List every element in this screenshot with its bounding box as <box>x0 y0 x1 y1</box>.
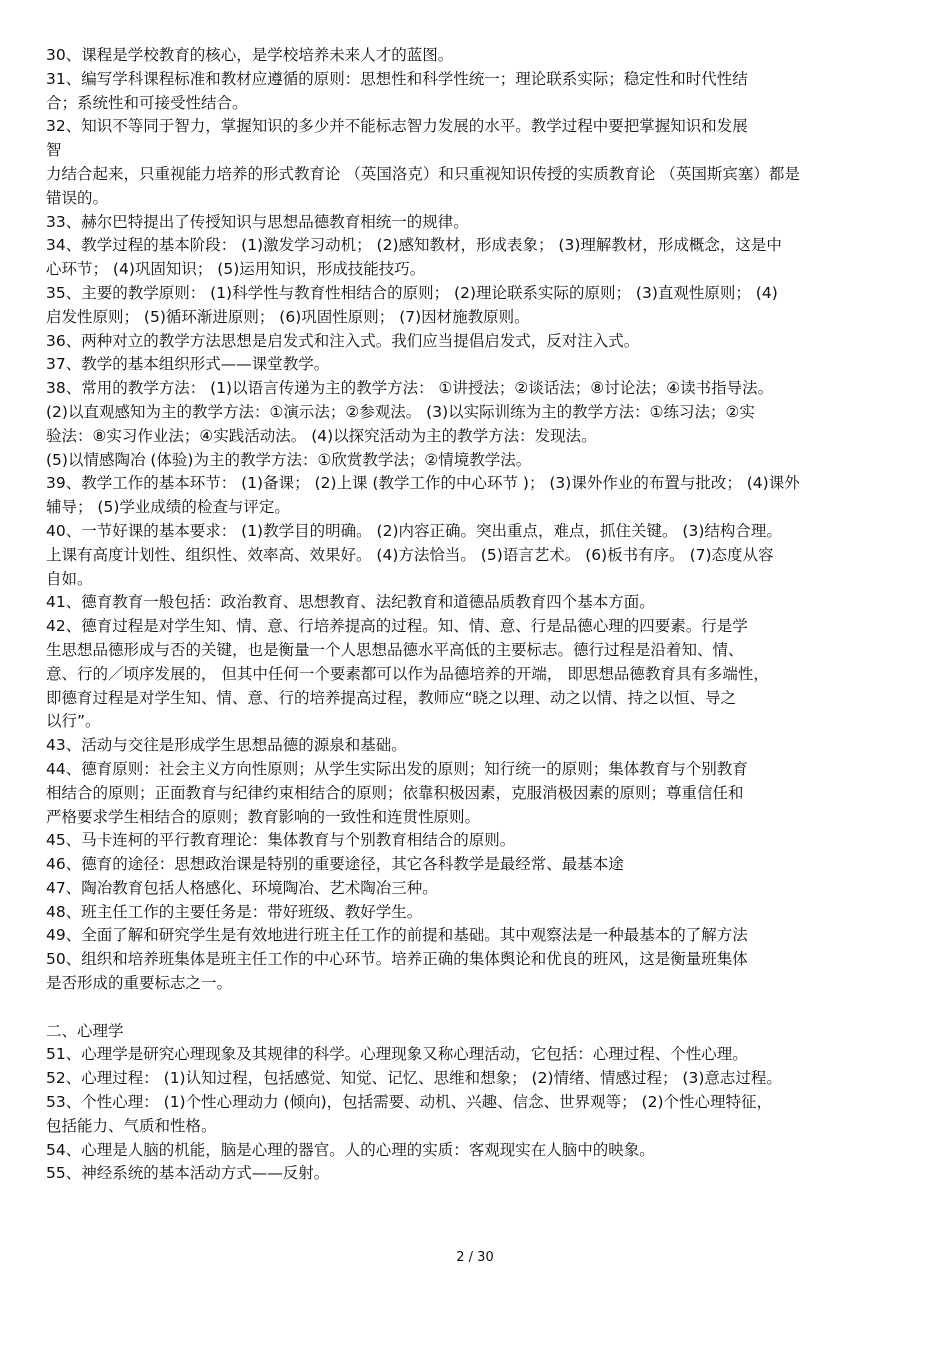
text-line: 上课有高度计划性、组织性、效率高、效果好。 (4)方法恰当。 (5)语言艺术。 (6)板书有序。 (7)态度从容 <box>46 545 774 564</box>
text-line: 34、教学过程的基本阶段： (1)激发学习动机； (2)感知教材，形成表象； (3)理解教材，形成概念，这是中 <box>46 236 782 255</box>
text-line: 45、马卡连柯的平行教育理论：集体教育与个别教育相结合的原则。 <box>46 831 516 850</box>
text-line: 二、心理学 <box>46 1021 124 1040</box>
text-line: 辅导； (5)学业成绩的检查与评定。 <box>46 498 290 517</box>
text-line: (2)以直观感知为主的教学方法：①演示法；②参观法。 (3)以实际训练为主的教学方法：①练习法；②实 <box>46 402 755 421</box>
text-line: 30、课程是学校教育的核心，是学校培养未来人才的蓝图。 <box>46 46 454 64</box>
text-line: 以行”。 <box>46 712 101 731</box>
text-line: 错误的。 <box>46 188 109 207</box>
text-line: (5)以情感陶冶 (体验)为主的教学方法：①欣赏教学法；②情境教学法。 <box>46 450 532 469</box>
text-line: 合；系统性和可接受性结合。 <box>46 93 248 112</box>
text-line: 验法：⑧实习作业法；④实践活动法。 (4)以探究活动为主的教学方法：发现法。 <box>46 426 597 445</box>
text-line: 31、编写学科课程标准和教材应遵循的原则：思想性和科学性统一；理论联系实际；稳定性和时代性结 <box>46 69 748 88</box>
text-line: 55、神经系统的基本活动方式——反射。 <box>46 1164 330 1183</box>
text-line: 严格要求学生相结合的原则；教育影响的一致性和连贯性原则。 <box>46 807 481 826</box>
text-line: 生思想品德形成与否的关键，也是衡量一个人思想品德水平高低的主要标志。德行过程是沿着知、情、 <box>46 640 744 659</box>
text-line: 42、德育过程是对学生知、情、意、行培养提高的过程。知、情、意、行是品德心理的四要素。行是学 <box>46 617 748 636</box>
text-line: 相结合的原则；正面教育与纪律约束相结合的原则；依靠积极因素，克服消极因素的原则；尊重信任和 <box>46 783 744 802</box>
text-line: 心环节； (4)巩固知识； (5)运用知识，形成技能技巧。 <box>46 260 426 279</box>
text-line: 是否形成的重要标志之一。 <box>46 974 233 993</box>
text-line: 启发性原则； (5)循环渐进原则； (6)巩固性原则； (7)因材施教原则。 <box>46 307 530 326</box>
text-line: 包括能力、气质和性格。 <box>46 1116 217 1135</box>
page-number: 2 / 30 <box>456 1250 494 1265</box>
text-line: 智 <box>46 141 62 160</box>
text-line: 46、德育的途径：思想政治课是特别的重要途径，其它各科教学是最经常、最基本途 <box>46 855 624 874</box>
text-line: 力结合起来，只重视能力培养的形式教育论 （英国洛克）和只重视知识传授的实质教育论 （英国斯宾塞）都是 <box>46 164 800 183</box>
text-line: 52、心理过程： (1)认知过程，包括感觉、知觉、记忆、思维和想象； (2)情绪、情感过程； (3)意志过程。 <box>46 1069 782 1088</box>
text-line: 39、教学工作的基本环节： (1)备课； (2)上课 (教学工作的中心环节 )； (3)课外作业的布置与批改； (4)课外 <box>46 474 800 493</box>
text-line: 49、全面了解和研究学生是有效地进行班主任工作的前提和基础。其中观察法是一种最基本的了解方法 <box>46 926 748 945</box>
text-line: 48、班主任工作的主要任务是：带好班级、教好学生。 <box>46 902 423 921</box>
text-line: 38、常用的教学方法： (1)以语言传递为主的教学方法： ①讲授法；②谈话法；⑧讨论法；④读书指导法。 <box>46 379 774 398</box>
text-line: 41、德育教育一般包括：政治教育、思想教育、法纪教育和道德品质教育四个基本方面。 <box>46 593 655 612</box>
text-line: 自如。 <box>46 569 93 588</box>
text-line: 51、心理学是研究心理现象及其规律的科学。心理现象又称心理活动，它包括：心理过程、个性心理。 <box>46 1045 748 1064</box>
text-line: 意、行的／顷序发展的， 但其中任何一个要素都可以作为品德培养的开端， 即思想品德教育具有多端性， <box>46 664 769 683</box>
text-line: 50、组织和培养班集体是班主任工作的中心环节。培养正确的集体舆论和优良的班风，这是衡量班集体 <box>46 950 748 969</box>
text-line: 35、主要的教学原则： (1)科学性与教育性相结合的原则； (2)理论联系实际的原则； (3)直观性原则； (4) <box>46 283 778 302</box>
text-line: 36、两种对立的教学方法思想是启发式和注入式。我们应当提倡启发式，反对注入式。 <box>46 331 640 350</box>
text-line: 43、活动与交往是形成学生思想品德的源泉和基础。 <box>46 736 407 755</box>
text-line: 47、陶冶教育包括人格感化、环境陶冶、艺术陶冶三种。 <box>46 878 438 897</box>
blank-line <box>46 996 906 1020</box>
text-line: 即德育过程是对学生知、情、意、行的培养提高过程，教师应“晓之以理、动之以情、持之以恒、导之 <box>46 688 737 707</box>
text-line: 32、知识不等同于智力，掌握知识的多少并不能标志智力发展的水平。教学过程中要把掌握知识和发展 <box>46 117 748 136</box>
text-line: 40、一节好课的基本要求： (1)教学目的明确。 (2)内容正确。突出重点，难点，抓住关键。 (3)结构合理。 <box>46 521 782 540</box>
text-line: 54、心理是人脑的机能，脑是心理的器官。人的心理的实质：客观现实在人脑中的映象。 <box>46 1140 655 1159</box>
text-line: 33、赫尔巴特提出了传授知识与思想品德教育相统一的规律。 <box>46 212 469 231</box>
document-body <box>46 44 906 1186</box>
text-line: 37、教学的基本组织形式——课堂教学。 <box>46 355 330 374</box>
text-line: 53、个性心理： (1)个性心理动力 (倾向)，包括需要、动机、兴趣、信念、世界观等； (2)个性心理特征， <box>46 1093 773 1112</box>
text-line: 44、德育原则：社会主义方向性原则；从学生实际出发的原则；知行统一的原则；集体教育与个别教育 <box>46 759 748 778</box>
